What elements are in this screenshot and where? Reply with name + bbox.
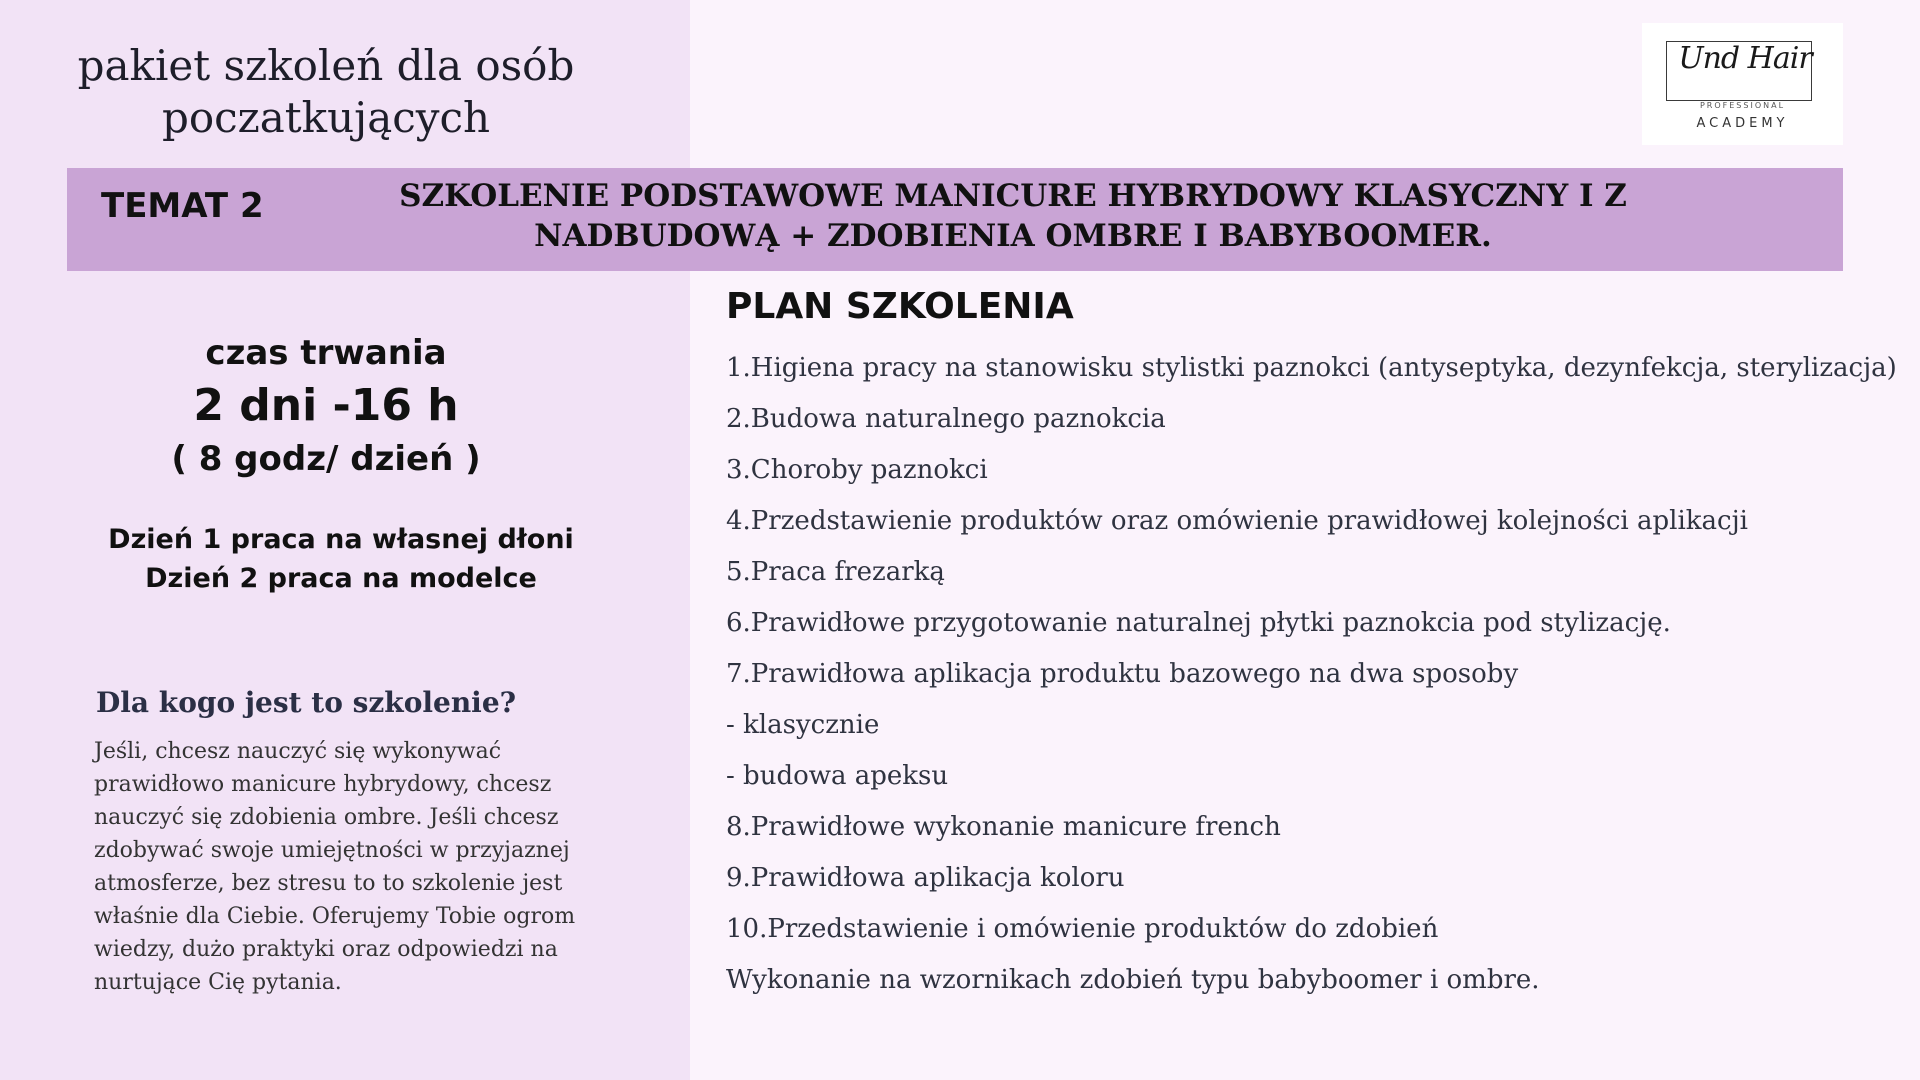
academy-logo (1642, 23, 1843, 145)
topic-banner (67, 168, 1843, 271)
days-block (0, 520, 682, 598)
plan-item: 6.Prawidłowe przygotowanie naturalnej płytki paznokcia pod stylizację. (726, 608, 1671, 638)
for-whom-heading: Dla kogo jest to szkolenie? (96, 686, 517, 719)
plan-item: 8.Prawidłowe wykonanie manicure french (726, 812, 1281, 842)
training-title: SZKOLENIE PODSTAWOWE MANICURE HYBRYDOWY KLASYCZNY I Z NADBUDOWĄ + ZDOBIENIA OMBRE I BABYBOOMER. (399, 178, 1627, 254)
logo-subtitle: PROFESSIONAL (1699, 101, 1786, 110)
plan-item: 2.Budowa naturalnego paznokcia (726, 404, 1166, 434)
package-title: pakiet szkoleń dla osób poczatkujących (77, 41, 575, 142)
plan-item: 9.Prawidłowa aplikacja koloru (726, 863, 1125, 893)
plan-item: 10.Przedstawienie i omówienie produktów do zdobień (726, 914, 1439, 944)
plan-item: - klasycznie (726, 710, 880, 740)
day-1: Dzień 1 praca na własnej dłoni (108, 524, 574, 555)
logo-script-text: Und Hair (1678, 41, 1812, 76)
for-whom-text: Jeśli, chcesz nauczyć się wykonywać prawidłowo manicure hybrydowy, chcesz nauczyć się zdobienia ombre. Jeśli chcesz zdobywać swoje umiejętności w przyjaznej atmosferze, bez stresu to to szkolenie jest właśnie dla Ciebie. Oferujemy Tobie ogrom wiedzy, dużo praktyki oraz odpowiedzi na nurtujące Cię pytania. (94, 739, 576, 995)
plan-item: 4.Przedstawienie produktów oraz omówienie prawidłowej kolejności aplikacji (726, 506, 1748, 536)
logo-academy: ACADEMY (1696, 116, 1789, 131)
plan-item: Wykonanie na wzornikach zdobień typu babyboomer i ombre. (726, 965, 1540, 995)
topic-tag: TEMAT 2 (101, 186, 264, 226)
plan-item: - budowa apeksu (726, 761, 949, 791)
duration-value: 2 dni -16 h (193, 380, 459, 431)
plan-item: 3.Choroby paznokci (726, 455, 988, 485)
plan-item: 7.Prawidłowa aplikacja produktu bazowego na dwa sposoby (726, 659, 1519, 689)
duration-note: ( 8 godz/ dzień ) (171, 439, 481, 479)
day-2: Dzień 2 praca na modelce (145, 563, 537, 594)
plan-item: 1.Higiena pracy na stanowisku stylistki paznokci (antyseptyka, dezynfekcja, sterylizacja) (726, 353, 1897, 383)
plan-list (726, 343, 1897, 1006)
plan-heading: PLAN SZKOLENIA (726, 286, 1074, 327)
duration-block (0, 330, 652, 482)
duration-label: czas trwania (205, 333, 447, 373)
plan-item: 5.Praca frezarką (726, 557, 945, 587)
